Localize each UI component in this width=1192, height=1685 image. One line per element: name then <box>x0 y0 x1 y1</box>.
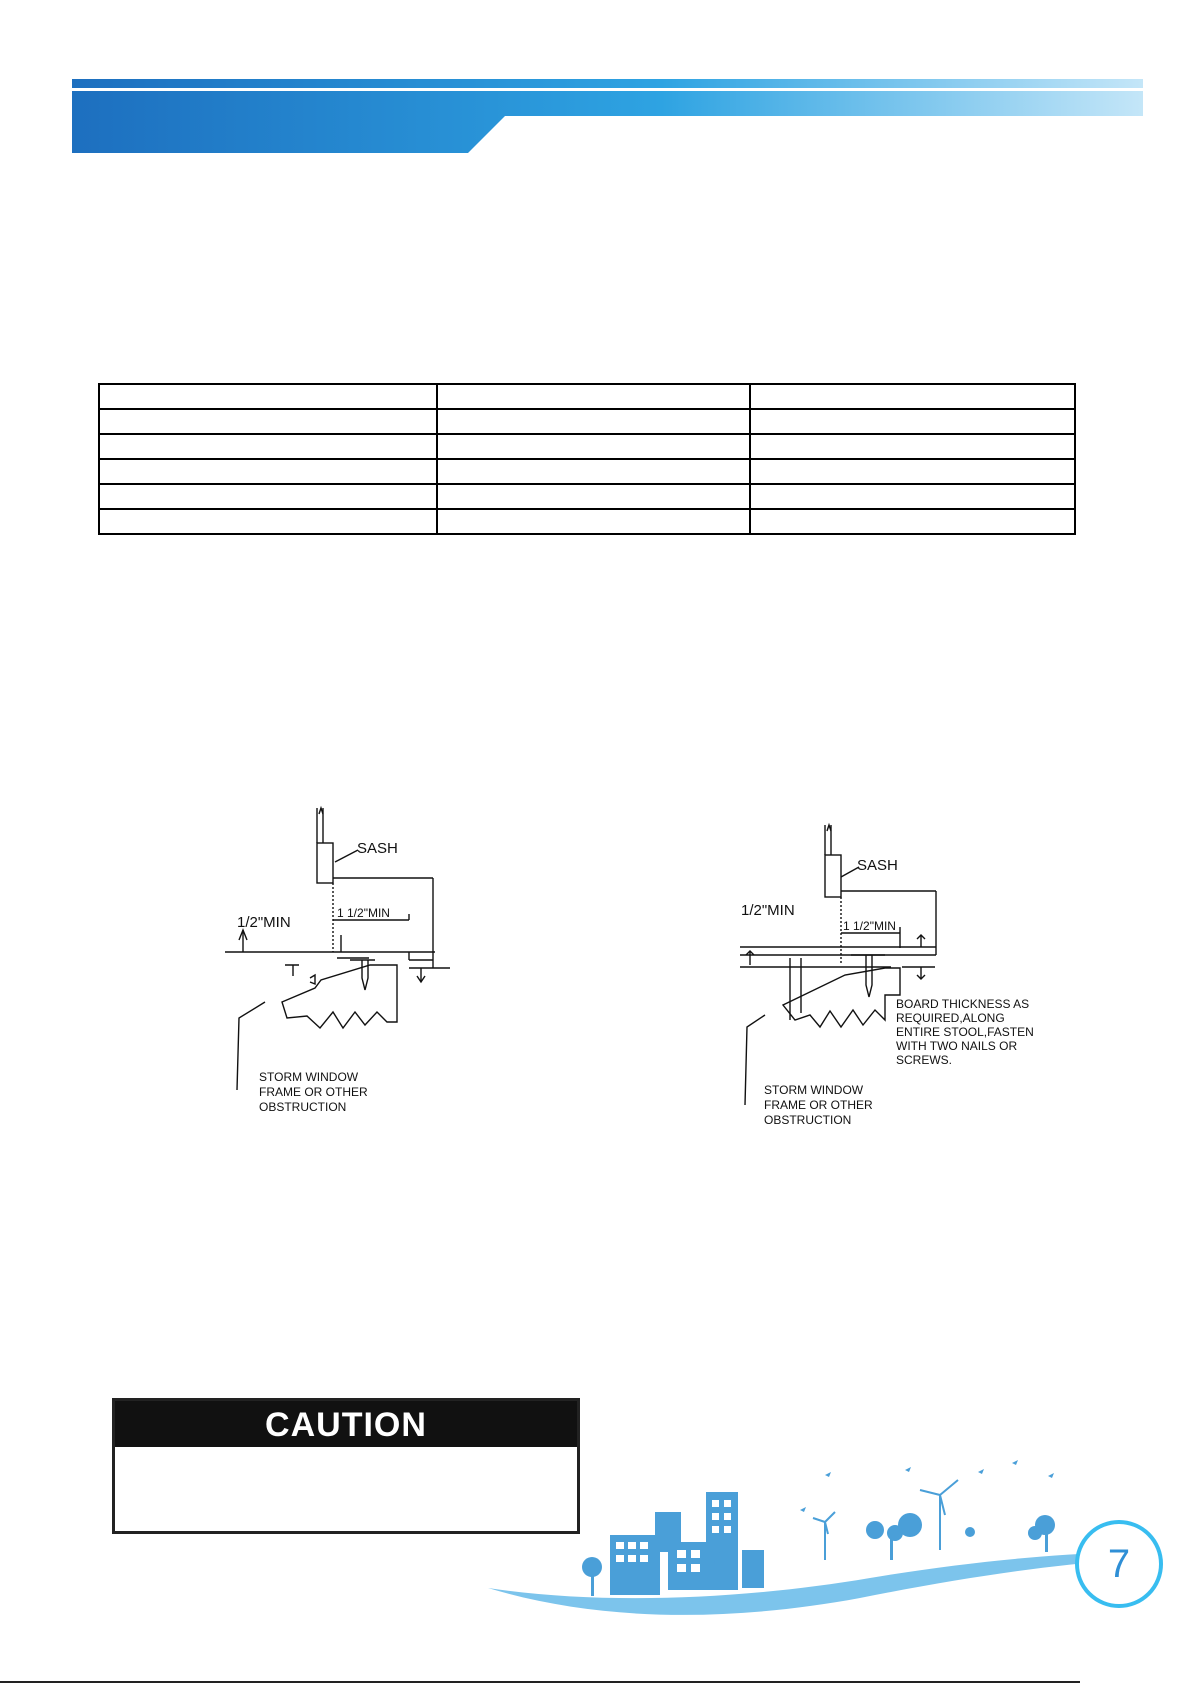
table-row <box>99 459 1075 484</box>
board-thickness-line1: BOARD THICKNESS AS <box>896 997 1030 1011</box>
table-row <box>99 409 1075 434</box>
table-cell <box>750 459 1075 484</box>
board-thickness-line3: ENTIRE STOOL,FASTEN <box>896 1025 1034 1039</box>
storm-window-label-line3: OBSTRUCTION <box>764 1113 852 1127</box>
storm-window-label-line2: FRAME OR OTHER <box>764 1098 873 1112</box>
board-thickness-line5: SCREWS. <box>896 1053 953 1067</box>
table-cell <box>437 459 750 484</box>
window-sill-diagram-right <box>735 815 1065 1135</box>
table-cell <box>99 459 437 484</box>
table-cell <box>99 409 437 434</box>
window-sill-diagram-left <box>225 800 555 1120</box>
board-thickness-line2: REQUIRED,ALONG <box>896 1011 1005 1025</box>
table-cell <box>99 484 437 509</box>
caution-title: CAUTION <box>115 1401 577 1447</box>
table-row <box>99 384 1075 409</box>
storm-window-label-line3: OBSTRUCTION <box>259 1100 347 1114</box>
spec-table <box>98 383 1076 535</box>
table-cell <box>437 409 750 434</box>
table-row <box>99 509 1075 534</box>
sash-label: SASH <box>857 857 898 874</box>
table-cell <box>750 434 1075 459</box>
table-cell <box>99 509 437 534</box>
header-band <box>0 0 1192 170</box>
table-row <box>99 434 1075 459</box>
storm-window-label-line2: FRAME OR OTHER <box>259 1085 368 1099</box>
storm-window-label-line1: STORM WINDOW <box>764 1083 864 1097</box>
table-cell <box>437 384 750 409</box>
one-half-inch-min-label: 1 1/2"MIN <box>843 919 896 933</box>
table-row <box>99 484 1075 509</box>
table-cell <box>750 409 1075 434</box>
table-cell <box>99 434 437 459</box>
table-cell <box>437 484 750 509</box>
board-thickness-line4: WITH TWO NAILS OR <box>896 1039 1018 1053</box>
half-inch-min-label: 1/2"MIN <box>741 902 795 919</box>
storm-window-label-line1: STORM WINDOW <box>259 1070 359 1084</box>
half-inch-min-label: 1/2"MIN <box>237 914 291 931</box>
table-cell <box>750 384 1075 409</box>
page-number-badge: 7 <box>1075 1520 1163 1608</box>
table-cell <box>750 484 1075 509</box>
one-half-inch-min-label: 1 1/2"MIN <box>337 906 390 920</box>
sash-label: SASH <box>357 840 398 857</box>
table-cell <box>437 434 750 459</box>
table-cell <box>437 509 750 534</box>
footer-divider <box>0 1681 1080 1683</box>
table-cell <box>99 384 437 409</box>
table-cell <box>750 509 1075 534</box>
